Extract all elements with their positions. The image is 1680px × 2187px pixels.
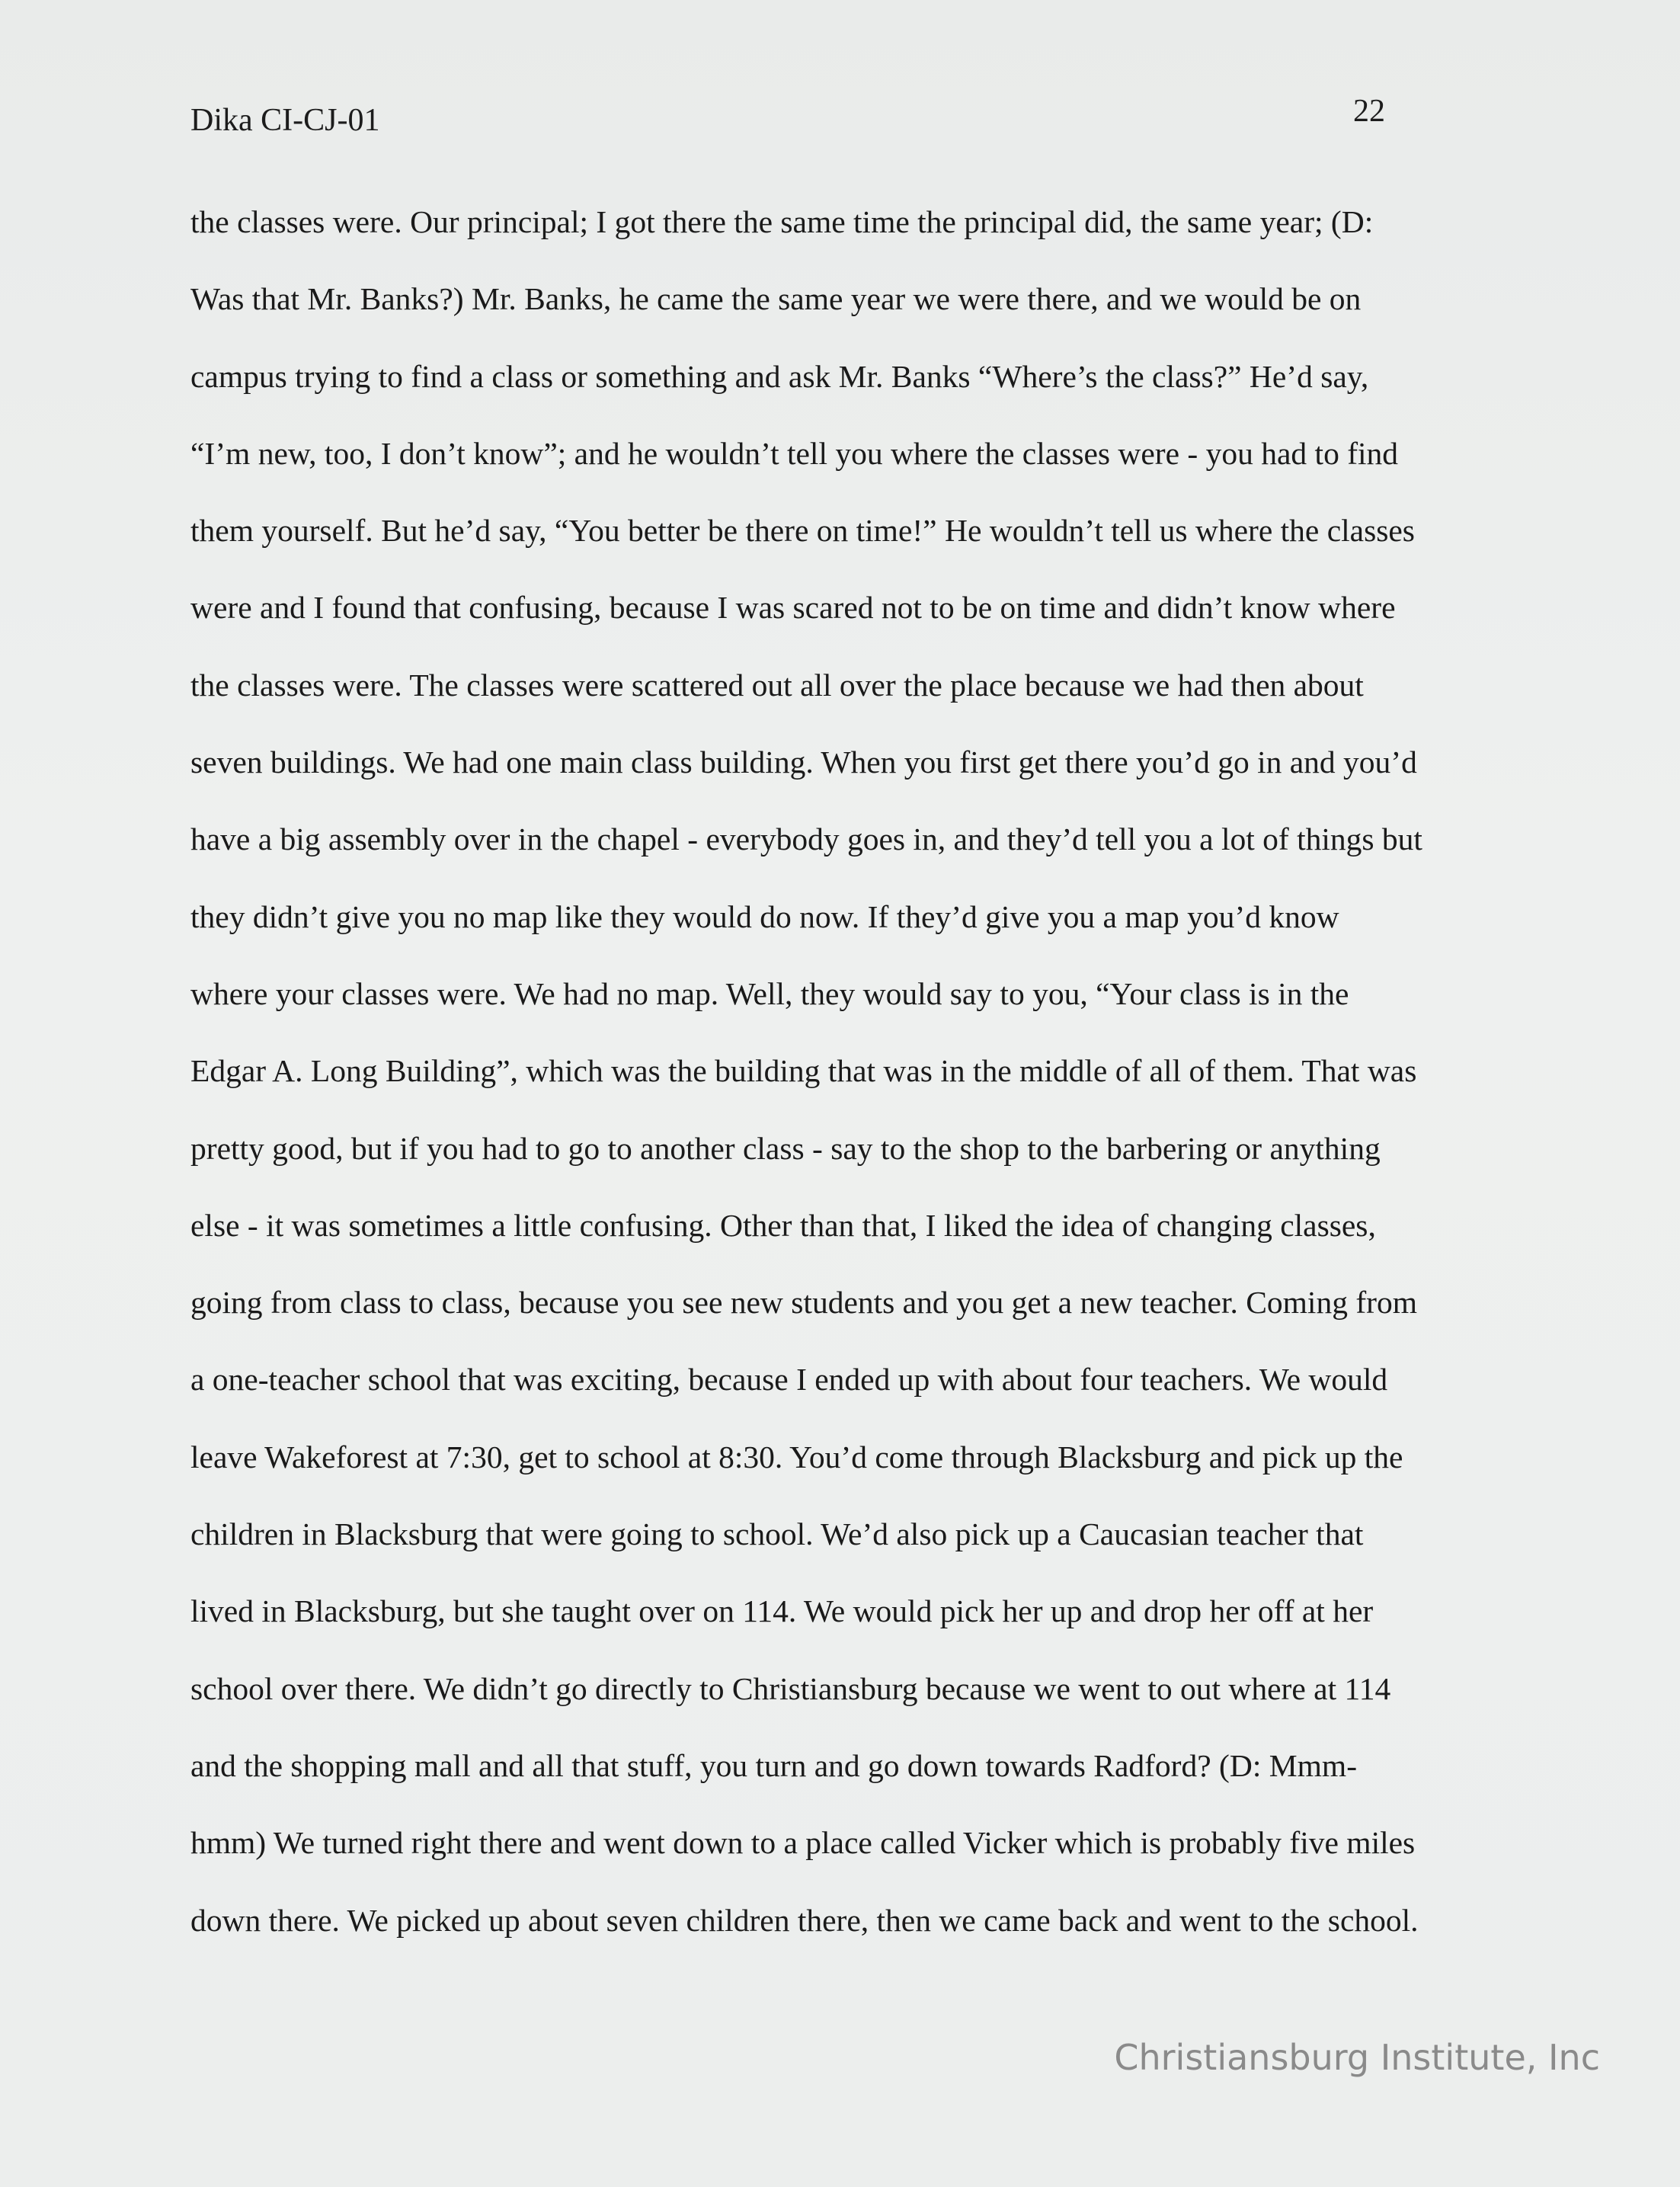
text-line: lived in Blacksburg, but she taught over on 114. We would pick her up and drop her off at her	[190, 1593, 1374, 1629]
text-line: “I’m new, too, I don’t know”; and he wouldn’t tell you where the classes were - you had to find	[190, 435, 1399, 471]
transcript-body	[190, 194, 1486, 1970]
text-line: the classes were. The classes were scattered out all over the place because we had then about	[190, 667, 1364, 703]
text-line: Edgar A. Long Building”, which was the building that was in the middle of all of them. That was	[190, 1053, 1417, 1089]
text-line: hmm) We turned right there and went down to a place called Vicker which is probably five miles	[190, 1825, 1416, 1861]
text-line: down there. We picked up about seven children there, then we came back and went to the school.	[190, 1902, 1419, 1938]
text-line: them yourself. But he’d say, “You better be there on time!” He wouldn’t tell us where the classes	[190, 513, 1415, 549]
text-line: the classes were. Our principal; I got there the same time the principal did, the same year; (D:	[190, 204, 1374, 239]
text-line: pretty good, but if you had to go to another class - say to the shop to the barbering or anything	[190, 1130, 1381, 1166]
text-line: campus trying to find a class or something and ask Mr. Banks “Where’s the class?” He’d say,	[190, 358, 1369, 394]
text-line: seven buildings. We had one main class building. When you first get there you’d go in and you’d	[190, 744, 1417, 780]
text-line: and the shopping mall and all that stuff, you turn and go down towards Radford? (D: Mmm-	[190, 1747, 1358, 1783]
header-document-id: Dika CI-CJ-01	[190, 103, 380, 138]
text-line: school over there. We didn’t go directly to Christiansburg because we went to out where at 114	[190, 1670, 1391, 1706]
text-line: going from class to class, because you see new students and you get a new teacher. Coming from	[190, 1285, 1418, 1321]
text-line: where your classes were. We had no map. Well, they would say to you, “Your class is in the	[190, 975, 1349, 1011]
text-line: a one-teacher school that was exciting, because I ended up with about four teachers. We would	[190, 1362, 1388, 1398]
watermark: Christiansburg Institute, Inc	[1114, 2037, 1600, 2078]
text-line: leave Wakeforest at 7:30, get to school at 8:30. You’d come through Blacksburg and pick up the	[190, 1439, 1403, 1475]
text-line: were and I found that confusing, because I was scared not to be on time and didn’t know where	[190, 590, 1396, 626]
text-line: Was that Mr. Banks?) Mr. Banks, he came the same year we were there, and we would be on	[190, 281, 1362, 317]
header-page-number: 22	[1353, 94, 1385, 129]
text-line: children in Blacksburg that were going to school. We’d also pick up a Caucasian teacher that	[190, 1516, 1364, 1552]
text-line: else - it was sometimes a little confusing. Other than that, I liked the idea of changing classes,	[190, 1207, 1376, 1243]
text-line: have a big assembly over in the chapel - everybody goes in, and they’d tell you a lot of things but	[190, 821, 1422, 857]
text-line: they didn’t give you no map like they would do now. If they’d give you a map you’d know	[190, 898, 1339, 934]
